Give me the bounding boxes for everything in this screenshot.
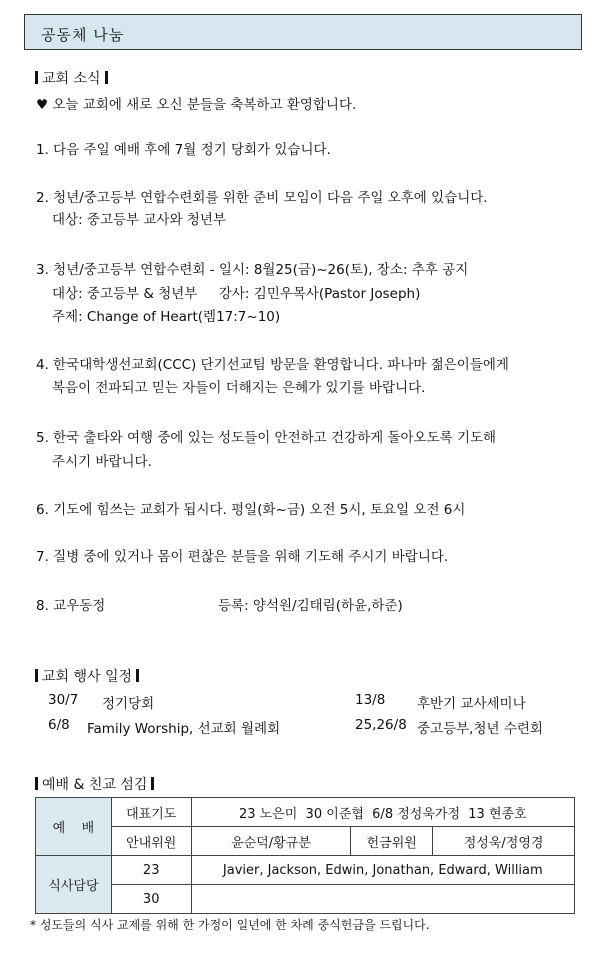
- heading-bar: [151, 777, 154, 790]
- event-date: 25,26/8: [355, 717, 407, 733]
- news-item-7: 7. 질병 중에 있거나 몸이 편찮은 분들을 위해 기도해 주시기 바랍니다.: [36, 549, 449, 565]
- meal-date: 30: [111, 885, 191, 914]
- news-item-3: 3. 청년/중고등부 연합수련회 - 일시: 8월25(금)~26(토), 장소: 추후 공지: [36, 262, 469, 278]
- event-date: 30/7: [48, 692, 79, 708]
- event-date: 6/8: [48, 717, 70, 733]
- rep-prayer-value: 23 노은미 30 이준협 6/8 정성욱가정 13 현종호: [191, 798, 574, 827]
- news-item-3-theme: 주제: Change of Heart(렘17:7~10): [52, 309, 281, 325]
- welcome-text: ♥ 오늘 교회에 새로 오신 분들을 축복하고 환영합니다.: [36, 97, 357, 113]
- meal-names: [191, 885, 574, 914]
- heading-bar: [35, 777, 38, 790]
- table-row: [36, 885, 575, 914]
- news-heading: [35, 68, 108, 88]
- table-row: [36, 827, 575, 856]
- offering-value: 정성욱/정영경: [433, 827, 575, 856]
- news-item-5-detail: 주시기 바랍니다.: [52, 454, 152, 470]
- news-item-4: 4. 한국대학생선교회(CCC) 단기선교팀 방문을 환영합니다. 파나마 젊은이들에게: [36, 357, 509, 373]
- events-heading-label: 교회 행사 일정: [42, 669, 133, 685]
- worship-table: [35, 797, 575, 914]
- table-row: [36, 856, 575, 885]
- meal-group-label: 식사담당: [36, 856, 112, 914]
- event-name: 후반기 교사세미나: [417, 696, 526, 712]
- event-name: Family Worship, 선교회 월례회: [87, 721, 281, 737]
- worship-group-label: 예 배: [36, 798, 112, 856]
- usher-label: 안내위원: [111, 827, 191, 856]
- news-item-2-detail: 대상: 중고등부 교사와 청년부: [52, 212, 226, 228]
- news-item-8: 8. 교우동정: [36, 598, 106, 614]
- rep-prayer-label: 대표기도: [111, 798, 191, 827]
- worship-heading-label: 예배 & 친교 섬김: [42, 777, 148, 793]
- news-item-3-detail: 대상: 중고등부 & 청년부 강사: 김민우목사(Pastor Joseph): [52, 286, 421, 302]
- offering-label: 헌금위원: [351, 827, 433, 856]
- usher-value: 윤순덕/황규분: [191, 827, 351, 856]
- section-title: 공동체 나눔: [41, 26, 125, 44]
- table-row: [36, 798, 575, 827]
- section-header: [24, 14, 582, 50]
- news-item-6: 6. 기도에 힘쓰는 교회가 됩시다. 평일(화~금) 오전 5시, 토요일 오전 6시: [36, 502, 466, 518]
- news-item-2: 2. 청년/중고등부 연합수련회를 위한 준비 모임이 다음 주일 오후에 있습니다.: [36, 190, 488, 206]
- meal-names: Javier, Jackson, Edwin, Jonathan, Edward, William: [191, 856, 574, 885]
- events-heading: [35, 666, 139, 686]
- heading-bar: [105, 71, 108, 84]
- news-item-5: 5. 한국 출타와 여행 중에 있는 성도들이 안전하고 건강하게 돌아오도록 기도해: [36, 430, 497, 446]
- news-item-8-registration: 등록: 양석원/김태림(하윤,하준): [218, 598, 403, 614]
- heading-bar: [35, 71, 38, 84]
- news-item-4-detail: 복음이 전파되고 믿는 자들이 더해지는 은혜가 있기를 바랍니다.: [52, 380, 426, 396]
- worship-heading: [35, 774, 154, 794]
- footnote: * 성도들의 식사 교제를 위해 한 가정이 일년에 한 차례 중식헌금을 드립니다.: [30, 918, 430, 932]
- meal-date: 23: [111, 856, 191, 885]
- heading-bar: [136, 669, 139, 682]
- event-name: 정기당회: [102, 696, 155, 712]
- event-date: 13/8: [355, 692, 386, 708]
- news-heading-label: 교회 소식: [42, 71, 101, 87]
- news-item-1: 1. 다음 주일 예배 후에 7월 정기 당회가 있습니다.: [36, 142, 331, 158]
- heading-bar: [35, 669, 38, 682]
- event-name: 중고등부,청년 수련회: [417, 721, 543, 737]
